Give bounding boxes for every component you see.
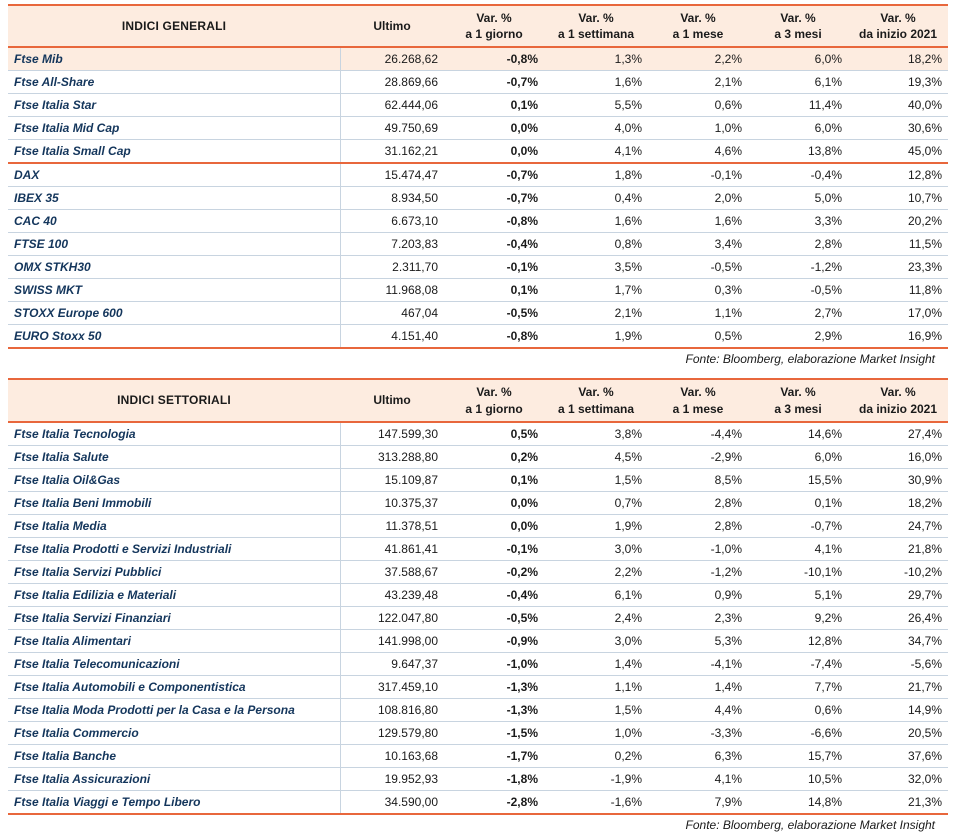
row-last: 49.750,69 (340, 117, 444, 140)
row-var-3-months: -6,6% (748, 721, 848, 744)
table-row[interactable] (8, 445, 948, 468)
row-var-1-day: -1,0% (444, 652, 544, 675)
row-var-3-months: 14,6% (748, 422, 848, 446)
row-var-3-months: 9,2% (748, 606, 848, 629)
row-var-1-day: -2,8% (444, 790, 544, 814)
table-row[interactable] (8, 140, 948, 164)
header-var-1-month-sector (648, 379, 748, 421)
row-var-1-month: -1,2% (648, 560, 748, 583)
row-var-1-day: 0,2% (444, 445, 544, 468)
row-var-1-day: 0,5% (444, 422, 544, 446)
row-index-name: Ftse Italia Edilizia e Materiali (8, 583, 340, 606)
header-last: Ultimo (340, 5, 444, 47)
row-var-3-months: -1,2% (748, 256, 848, 279)
row-var-1-month: 0,5% (648, 325, 748, 349)
header-last-sector: Ultimo (340, 379, 444, 421)
row-var-1-week: 6,1% (544, 583, 648, 606)
row-var-3-months: 0,1% (748, 491, 848, 514)
header-var-1-day-line1: Var. % (476, 11, 512, 25)
row-index-name: Ftse Italia Tecnologia (8, 422, 340, 446)
row-last: 122.047,80 (340, 606, 444, 629)
row-var-3-months: -7,4% (748, 652, 848, 675)
row-var-1-week: -1,6% (544, 790, 648, 814)
table-row[interactable] (8, 117, 948, 140)
header-var-1-day (444, 5, 544, 47)
table-row[interactable] (8, 187, 948, 210)
row-index-name: Ftse Italia Moda Prodotti per la Casa e la Persona (8, 698, 340, 721)
row-var-ytd: 11,8% (848, 279, 948, 302)
row-var-ytd: 17,0% (848, 302, 948, 325)
sector-indices-body (8, 422, 948, 814)
section-spacer (8, 366, 945, 378)
row-var-1-week: 2,4% (544, 606, 648, 629)
row-var-3-months: 2,9% (748, 325, 848, 349)
row-var-ytd: 24,7% (848, 514, 948, 537)
row-var-1-day: 0,0% (444, 514, 544, 537)
row-var-ytd: 34,7% (848, 629, 948, 652)
row-index-name: FTSE 100 (8, 233, 340, 256)
row-var-1-month: 1,6% (648, 210, 748, 233)
row-var-1-month: -4,1% (648, 652, 748, 675)
row-index-name: Ftse Italia Servizi Pubblici (8, 560, 340, 583)
row-var-1-day: -1,3% (444, 675, 544, 698)
row-last: 28.869,66 (340, 71, 444, 94)
row-var-1-day: -0,1% (444, 537, 544, 560)
header-var-ytd-line2: da inizio 2021 (858, 27, 938, 42)
header-var-1-day-line2: a 1 giorno (465, 27, 523, 42)
row-var-1-week: 0,2% (544, 744, 648, 767)
row-var-1-day: 0,0% (444, 491, 544, 514)
header-name-sector: INDICI SETTORIALI (8, 379, 340, 421)
row-var-1-month: 2,0% (648, 187, 748, 210)
row-index-name: Ftse Italia Assicurazioni (8, 767, 340, 790)
row-index-name: CAC 40 (8, 210, 340, 233)
table-row[interactable] (8, 537, 948, 560)
table-row[interactable] (8, 675, 948, 698)
row-var-3-months: 5,0% (748, 187, 848, 210)
row-var-1-week: 4,0% (544, 117, 648, 140)
row-var-1-day: -0,7% (444, 187, 544, 210)
table-row[interactable] (8, 47, 948, 71)
row-index-name: Ftse All-Share (8, 71, 340, 94)
header-var-ytd-sector-line1: Var. % (880, 385, 916, 400)
table-row[interactable] (8, 583, 948, 606)
row-var-1-month: 2,8% (648, 491, 748, 514)
table-row[interactable] (8, 210, 948, 233)
table-row[interactable] (8, 790, 948, 814)
row-last: 41.861,41 (340, 537, 444, 560)
table-row[interactable] (8, 698, 948, 721)
row-var-1-day: 0,1% (444, 468, 544, 491)
row-var-3-months: -0,4% (748, 163, 848, 187)
row-last: 9.647,37 (340, 652, 444, 675)
row-last: 8.934,50 (340, 187, 444, 210)
row-var-1-day: -0,7% (444, 163, 544, 187)
row-var-1-day: -0,8% (444, 210, 544, 233)
row-index-name: Ftse Italia Automobili e Componentistica (8, 675, 340, 698)
row-index-name: Ftse Italia Salute (8, 445, 340, 468)
header-var-1-month (648, 5, 748, 47)
row-var-3-months: 13,8% (748, 140, 848, 164)
table-row[interactable] (8, 422, 948, 446)
row-last: 7.203,83 (340, 233, 444, 256)
row-var-1-month: 6,3% (648, 744, 748, 767)
row-var-1-month: 2,2% (648, 47, 748, 71)
table-row[interactable] (8, 514, 948, 537)
row-var-1-day: -0,1% (444, 256, 544, 279)
row-var-1-day: -0,9% (444, 629, 544, 652)
row-var-ytd: 21,3% (848, 790, 948, 814)
row-last: 6.673,10 (340, 210, 444, 233)
row-last: 11.968,08 (340, 279, 444, 302)
row-var-1-week: 1,8% (544, 163, 648, 187)
row-var-3-months: 2,7% (748, 302, 848, 325)
header-var-1-day-sector-line2: a 1 giorno (465, 401, 523, 416)
row-var-1-week: 2,1% (544, 302, 648, 325)
header-var-ytd (848, 5, 948, 47)
row-var-ytd: 12,8% (848, 163, 948, 187)
row-last: 467,04 (340, 302, 444, 325)
header-var-1-month-line2: a 1 mese (672, 27, 724, 42)
table-row[interactable] (8, 767, 948, 790)
row-last: 147.599,30 (340, 422, 444, 446)
row-var-ytd: 30,9% (848, 468, 948, 491)
row-var-1-month: 0,6% (648, 94, 748, 117)
header-var-1-day-sector-line1: Var. % (476, 385, 512, 400)
table-row[interactable] (8, 721, 948, 744)
row-index-name: Ftse Italia Viaggi e Tempo Libero (8, 790, 340, 814)
row-var-3-months: -0,5% (748, 279, 848, 302)
row-var-1-week: 5,5% (544, 94, 648, 117)
header-var-1-week-sector (544, 379, 648, 421)
header-var-1-month-sector-line2: a 1 mese (672, 401, 724, 416)
row-var-1-week: -1,9% (544, 767, 648, 790)
row-var-ytd: 29,7% (848, 583, 948, 606)
header-var-ytd-sector (848, 379, 948, 421)
row-var-ytd: 20,2% (848, 210, 948, 233)
row-var-1-week: 1,9% (544, 325, 648, 349)
row-var-1-week: 1,3% (544, 47, 648, 71)
row-last: 19.952,93 (340, 767, 444, 790)
row-var-ytd: 19,3% (848, 71, 948, 94)
header-var-1-month-line1: Var. % (680, 11, 716, 25)
row-var-1-month: -2,9% (648, 445, 748, 468)
row-var-3-months: 10,5% (748, 767, 848, 790)
row-index-name: Ftse Italia Telecomunicazioni (8, 652, 340, 675)
row-var-1-month: 1,4% (648, 675, 748, 698)
row-var-1-week: 0,8% (544, 233, 648, 256)
table-row[interactable] (8, 71, 948, 94)
header-var-3-months-line2: a 3 mesi (774, 27, 822, 42)
header-var-ytd-sector-line2: da inizio 2021 (858, 401, 938, 416)
row-var-1-week: 4,5% (544, 445, 648, 468)
row-var-1-month: 4,4% (648, 698, 748, 721)
row-index-name: Ftse Italia Star (8, 94, 340, 117)
row-index-name: Ftse Italia Media (8, 514, 340, 537)
row-last: 10.375,37 (340, 491, 444, 514)
row-last: 2.311,70 (340, 256, 444, 279)
row-var-1-week: 1,6% (544, 210, 648, 233)
header-var-3-months-sector-line2: a 3 mesi (774, 401, 822, 416)
row-index-name: Ftse Italia Prodotti e Servizi Industriali (8, 537, 340, 560)
row-var-3-months: 0,6% (748, 698, 848, 721)
row-var-3-months: -10,1% (748, 560, 848, 583)
row-var-1-day: -0,8% (444, 325, 544, 349)
row-var-1-month: 3,4% (648, 233, 748, 256)
table-row[interactable] (8, 163, 948, 187)
row-var-1-month: -4,4% (648, 422, 748, 446)
general-indices-source: Fonte: Bloomberg, elaborazione Market Insight (685, 352, 935, 367)
row-var-1-month: 2,3% (648, 606, 748, 629)
header-var-3-months-sector (748, 379, 848, 421)
row-var-1-month: -1,0% (648, 537, 748, 560)
table-row[interactable] (8, 468, 948, 491)
row-var-ytd: 27,4% (848, 422, 948, 446)
row-var-1-week: 3,8% (544, 422, 648, 446)
row-var-3-months: 15,5% (748, 468, 848, 491)
row-last: 10.163,68 (340, 744, 444, 767)
header-var-3-months (748, 5, 848, 47)
table-row[interactable] (8, 652, 948, 675)
row-index-name: OMX STKH30 (8, 256, 340, 279)
header-var-1-week-line1: Var. % (578, 11, 614, 25)
row-var-ytd: 21,7% (848, 675, 948, 698)
header-var-1-week (544, 5, 648, 47)
row-var-ytd: 26,4% (848, 606, 948, 629)
row-var-ytd: 14,9% (848, 698, 948, 721)
row-var-3-months: -0,7% (748, 514, 848, 537)
sector-indices-source: Fonte: Bloomberg, elaborazione Market Insight (685, 817, 935, 832)
table-row[interactable] (8, 606, 948, 629)
row-var-3-months: 3,3% (748, 210, 848, 233)
row-var-1-day: -0,5% (444, 606, 544, 629)
table-row[interactable] (8, 491, 948, 514)
row-var-1-day: 0,1% (444, 94, 544, 117)
row-var-1-day: 0,0% (444, 140, 544, 164)
row-last: 15.474,47 (340, 163, 444, 187)
row-var-ytd: 40,0% (848, 94, 948, 117)
row-var-1-month: -0,1% (648, 163, 748, 187)
row-index-name: SWISS MKT (8, 279, 340, 302)
row-index-name: Ftse Mib (8, 47, 340, 71)
row-var-ytd: 18,2% (848, 47, 948, 71)
header-var-3-months-sector-line1: Var. % (780, 385, 816, 400)
table-row[interactable] (8, 560, 948, 583)
row-var-1-month: 1,1% (648, 302, 748, 325)
row-var-1-day: -1,7% (444, 744, 544, 767)
row-var-1-week: 3,0% (544, 537, 648, 560)
sector-indices-header (8, 379, 948, 421)
row-var-3-months: 6,1% (748, 71, 848, 94)
row-var-1-week: 2,2% (544, 560, 648, 583)
row-var-ytd: 16,9% (848, 325, 948, 349)
row-var-ytd: 11,5% (848, 233, 948, 256)
row-index-name: Ftse Italia Beni Immobili (8, 491, 340, 514)
row-var-1-week: 1,9% (544, 514, 648, 537)
row-var-1-week: 1,5% (544, 698, 648, 721)
row-var-1-week: 1,6% (544, 71, 648, 94)
row-var-1-month: 2,1% (648, 71, 748, 94)
row-var-3-months: 14,8% (748, 790, 848, 814)
row-last: 4.151,40 (340, 325, 444, 349)
row-var-1-month: 4,6% (648, 140, 748, 164)
row-var-3-months: 6,0% (748, 117, 848, 140)
header-name: INDICI GENERALI (8, 5, 340, 47)
row-var-1-week: 1,7% (544, 279, 648, 302)
row-var-1-month: 4,1% (648, 767, 748, 790)
table-row[interactable] (8, 256, 948, 279)
general-indices-body (8, 47, 948, 348)
row-var-ytd: 16,0% (848, 445, 948, 468)
row-last: 37.588,67 (340, 560, 444, 583)
row-var-3-months: 11,4% (748, 94, 848, 117)
row-var-1-week: 0,4% (544, 187, 648, 210)
row-var-1-week: 1,4% (544, 652, 648, 675)
table-row[interactable] (8, 629, 948, 652)
table-row[interactable] (8, 94, 948, 117)
table-row[interactable] (8, 325, 948, 349)
row-last: 11.378,51 (340, 514, 444, 537)
row-var-1-day: -0,7% (444, 71, 544, 94)
row-var-1-month: -0,5% (648, 256, 748, 279)
row-var-3-months: 4,1% (748, 537, 848, 560)
table-row[interactable] (8, 279, 948, 302)
row-var-ytd: 45,0% (848, 140, 948, 164)
row-var-1-month: 1,0% (648, 117, 748, 140)
row-var-ytd: 10,7% (848, 187, 948, 210)
row-var-1-day: -0,4% (444, 233, 544, 256)
row-var-1-day: 0,0% (444, 117, 544, 140)
row-index-name: Ftse Italia Banche (8, 744, 340, 767)
row-var-1-month: 5,3% (648, 629, 748, 652)
row-var-ytd: -10,2% (848, 560, 948, 583)
row-var-3-months: 12,8% (748, 629, 848, 652)
row-var-1-day: -0,4% (444, 583, 544, 606)
table-row[interactable] (8, 302, 948, 325)
row-var-1-day: 0,1% (444, 279, 544, 302)
row-var-1-week: 0,7% (544, 491, 648, 514)
row-last: 26.268,62 (340, 47, 444, 71)
header-var-1-week-line2: a 1 settimana (557, 27, 635, 42)
row-var-1-week: 3,0% (544, 629, 648, 652)
header-var-1-day-sector (444, 379, 544, 421)
row-var-3-months: 15,7% (748, 744, 848, 767)
header-var-3-months-line1: Var. % (780, 11, 816, 25)
row-index-name: Ftse Italia Small Cap (8, 140, 340, 164)
row-var-ytd: 32,0% (848, 767, 948, 790)
row-var-1-day: -1,8% (444, 767, 544, 790)
row-index-name: Ftse Italia Commercio (8, 721, 340, 744)
row-var-3-months: 6,0% (748, 445, 848, 468)
row-index-name: Ftse Italia Oil&Gas (8, 468, 340, 491)
row-var-3-months: 2,8% (748, 233, 848, 256)
row-last: 141.998,00 (340, 629, 444, 652)
row-last: 129.579,80 (340, 721, 444, 744)
header-var-1-week-sector-line2: a 1 settimana (557, 401, 635, 416)
row-var-3-months: 6,0% (748, 47, 848, 71)
row-var-3-months: 5,1% (748, 583, 848, 606)
row-last: 108.816,80 (340, 698, 444, 721)
row-last: 317.459,10 (340, 675, 444, 698)
row-index-name: Ftse Italia Alimentari (8, 629, 340, 652)
row-var-1-day: -0,8% (444, 47, 544, 71)
row-last: 313.288,80 (340, 445, 444, 468)
row-var-1-day: -1,3% (444, 698, 544, 721)
row-var-1-week: 1,1% (544, 675, 648, 698)
row-var-3-months: 7,7% (748, 675, 848, 698)
header-var-1-week-sector-line1: Var. % (578, 385, 614, 400)
row-var-1-day: -0,5% (444, 302, 544, 325)
row-var-1-day: -1,5% (444, 721, 544, 744)
row-index-name: Ftse Italia Servizi Finanziari (8, 606, 340, 629)
row-var-1-month: 0,9% (648, 583, 748, 606)
row-var-1-day: -0,2% (444, 560, 544, 583)
row-var-ytd: 18,2% (848, 491, 948, 514)
row-index-name: EURO Stoxx 50 (8, 325, 340, 349)
row-var-1-week: 4,1% (544, 140, 648, 164)
row-var-1-week: 3,5% (544, 256, 648, 279)
row-last: 34.590,00 (340, 790, 444, 814)
row-var-1-month: 2,8% (648, 514, 748, 537)
sector-indices-table (8, 378, 948, 814)
row-var-ytd: 23,3% (848, 256, 948, 279)
row-var-1-month: 8,5% (648, 468, 748, 491)
row-last: 31.162,21 (340, 140, 444, 164)
row-index-name: Ftse Italia Mid Cap (8, 117, 340, 140)
row-var-ytd: 20,5% (848, 721, 948, 744)
general-indices-header (8, 5, 948, 47)
row-var-ytd: 37,6% (848, 744, 948, 767)
row-var-ytd: -5,6% (848, 652, 948, 675)
row-var-1-week: 1,5% (544, 468, 648, 491)
table-row[interactable] (8, 233, 948, 256)
row-var-ytd: 21,8% (848, 537, 948, 560)
row-var-1-month: -3,3% (648, 721, 748, 744)
row-index-name: IBEX 35 (8, 187, 340, 210)
row-last: 43.239,48 (340, 583, 444, 606)
row-var-ytd: 30,6% (848, 117, 948, 140)
row-last: 62.444,06 (340, 94, 444, 117)
header-var-1-month-sector-line1: Var. % (680, 385, 716, 400)
row-last: 15.109,87 (340, 468, 444, 491)
row-index-name: STOXX Europe 600 (8, 302, 340, 325)
row-index-name: DAX (8, 163, 340, 187)
row-var-1-month: 7,9% (648, 790, 748, 814)
general-indices-table (8, 4, 948, 349)
header-var-ytd-line1: Var. % (880, 11, 916, 25)
row-var-1-month: 0,3% (648, 279, 748, 302)
row-var-1-week: 1,0% (544, 721, 648, 744)
